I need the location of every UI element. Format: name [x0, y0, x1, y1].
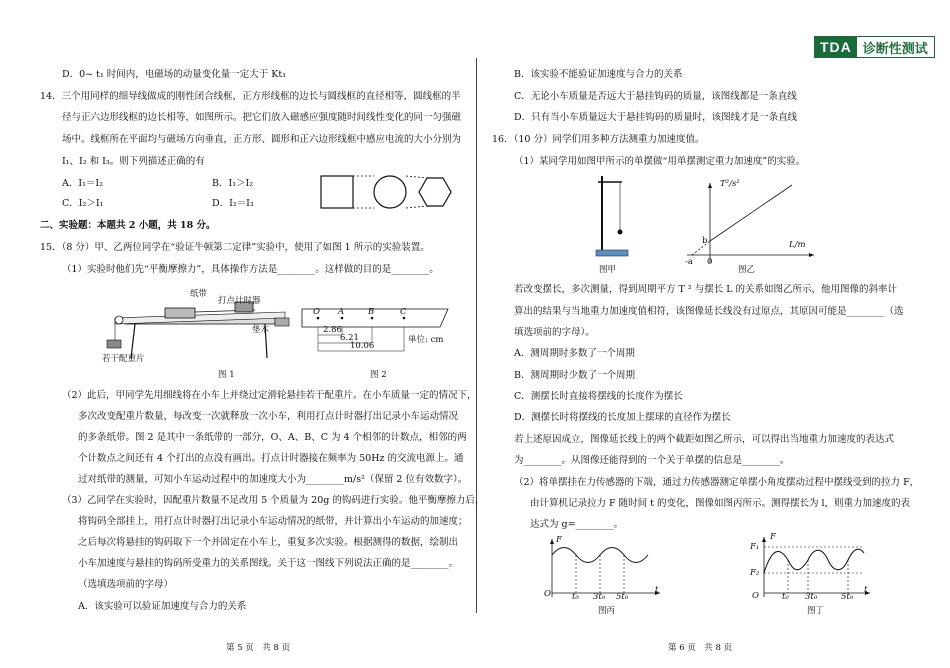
q16-p1b-line-1: 若改变摆长，多次测量，得到周期平方 T ² 与摆长 L 的关系如图乙所示，他用图像的斜率计	[514, 284, 898, 295]
fig-a-pendulum	[592, 170, 632, 260]
fig-d-origin: O	[752, 591, 759, 601]
fig2-dist-2: 6.21	[340, 333, 359, 343]
fig-d-f2: F₂	[750, 568, 760, 578]
fig-b-graph	[682, 175, 822, 270]
logo-mark: TDA	[815, 37, 857, 57]
fig-c-t1: t₀	[572, 592, 579, 602]
right-column	[492, 0, 920, 668]
q16-p2-line-1: （2）将单摆挂在力传感器的下端，通过力传感器测定单摆小角度摆动过程中摆线受到的拉力 F，	[514, 477, 920, 488]
logo-text: 诊断性测试	[857, 37, 934, 57]
q15-part-2-line-2: 多次改变配重片数量，每改变一次就释放一次小车，利用打点计时器打出记录小车运动情况	[78, 411, 459, 422]
fig1-label-paper: 纸带	[190, 289, 208, 299]
q15-option-b: B．该实验不能验证加速度与合力的关系	[514, 69, 683, 80]
fig2-caption: 图 2	[370, 370, 387, 380]
q13-option-d: D．0~ t₁ 时间内，电磁场的动量变化量一定大于 Kt₁	[62, 69, 287, 80]
fig-b-intercept-a: -a	[685, 257, 693, 267]
q14-line-4: I₁、I₂ 和 I₃。则下列描述正确的有	[62, 156, 205, 167]
q15-option-a: A．该实验可以验证加速度与合力的关系	[78, 601, 247, 612]
q16-p1b-line-3: 填选项前的字母）。	[514, 327, 595, 338]
fig2-point-o: O	[313, 307, 320, 317]
q15-part-2-line-4: 个计数点之间还有 4 个打出的点没有画出。打点计时器接在频率为 50Hz 的交流电源上。通	[78, 453, 464, 464]
fig-b-line	[710, 185, 792, 241]
q14-line-2: 径与正六边形线框的边长相等，如图所示。把它们放入磁感应强度随时间线性变化的同一匀强磁	[62, 112, 462, 123]
q15-head: 15．（8 分）甲、乙两位同学在“验证牛顿第二定律”实验中，使用了如图 1 所示的实验装置。	[40, 242, 430, 253]
pulley	[115, 316, 123, 324]
fig-b-ylabel: T²/s²	[720, 179, 740, 189]
q15-part-3-line-2: 将钩码全部挂上，用打点计时器打出记录小车运动情况的纸带，并计算出小车运动的加速度；	[78, 516, 468, 527]
fig-b-xlabel: L/m	[789, 240, 806, 250]
fig2-dist-1: 2.86	[323, 325, 342, 335]
q16-option-b: B．测周期时少数了一个周期	[514, 370, 635, 381]
q14-option-b: B．I₁＞I₂	[212, 178, 254, 189]
q15-part-2-line-5: 过对纸带的测量，可知小车运动过程中的加速度大小为________m/s²（保留 2 位有效数字）。	[78, 474, 468, 485]
fig1-label-block: 垫木	[252, 325, 270, 335]
weight-plates	[107, 340, 121, 348]
circle-loop	[374, 176, 406, 208]
q15-option-c: C．无论小车质量是否远大于悬挂钩码的质量，该图线都是一条直线	[514, 91, 797, 102]
q15-part-3-line-3: 之后每次将悬挂的钩码取下一个并固定在小车上，重复多次实验。根据测得的数据，绘制出	[78, 537, 459, 548]
hexagon-loop	[419, 178, 451, 206]
q16-p2-line-3: 达式为 g=________。	[530, 519, 624, 530]
q16-option-a: A．测周期时多数了一个周期	[514, 348, 635, 359]
fig-d-y-label: F	[770, 532, 776, 542]
loop-shapes-figure	[318, 170, 468, 212]
wood-block	[275, 318, 289, 326]
q14-option-d: D．I₂＝I₃	[212, 198, 254, 209]
q15-part-2-line-1: （2）此后，甲同学先用细线将在小车上并绕过定滑轮悬挂若干配重片。在小车质量一定的情况下，	[62, 390, 477, 401]
q16-head: 16．（10 分）同学们用多种方法测重力加速度值。	[492, 134, 705, 145]
q16-option-c: C．测摆长时直接将摆线的长度作为摆长	[514, 391, 683, 402]
fig-c-y-label: F	[556, 535, 562, 545]
q15-part-3-line-5: （选填选项前的字母）	[78, 579, 174, 590]
fig-a-caption: 图甲	[599, 265, 617, 275]
column-divider	[476, 58, 477, 613]
fig-b-origin: 0	[707, 257, 713, 267]
q15-part-1: （1）实验时他们先“平衡摩擦力”，具体操作方法是________。这样做的目的是________。	[62, 264, 439, 275]
fig-c-origin: O	[544, 589, 551, 599]
fig2-point-a: A	[338, 307, 345, 317]
q15-option-d: D．只有当小车质量远大于悬挂钩码的质量时，该图线才是一条直线	[514, 112, 798, 123]
q14-option-c: C．I₂＞I₁	[62, 198, 104, 209]
fig1-label-timer: 打点计时器	[218, 296, 261, 306]
fig-d-f1: F₁	[750, 542, 760, 552]
fig1-caption: 图 1	[218, 370, 235, 380]
fig-d-curve	[764, 549, 864, 573]
fig-b-intercept-b: b	[702, 236, 708, 246]
q16-part-1: （1）某同学用如图甲所示的单摆做“用单摆测定重力加速度”的实验。	[514, 156, 806, 167]
fig-c-caption: 图丙	[598, 606, 616, 616]
q16-option-d: D．测摆长时将摆线的长度加上摆球的直径作为摆长	[514, 412, 731, 423]
fig2-point-b: B	[368, 307, 375, 317]
q16-p2-line-2: 由计算机记录拉力 F 随时间 t 的变化，图像如图丙所示。测得摆长为 l，则重力加速度的表	[530, 498, 911, 509]
fig1-label-weights: 若干配重片	[102, 354, 145, 364]
fig-d-x-label: t	[864, 585, 868, 595]
q14-line-3: 场中。线框所在平面均与磁场方向垂直，正方形、圆形和正六边形线框中感应电流的大小分别为	[62, 134, 462, 145]
fig-d-t2: 3t₀	[805, 592, 818, 602]
fig-c-t3: 5t₀	[616, 592, 629, 602]
fig2-dist-3: 10.06	[350, 341, 375, 351]
fig-c-t2: 3t₀	[593, 592, 606, 602]
square-loop	[321, 176, 353, 208]
q14-option-a: A．I₁＝I₂	[62, 178, 103, 189]
q15-part-2-line-3: 的多条纸带。图 2 是其中一条纸带的一部分，O、A、B、C 为 4 个相邻的计数点，相邻的两	[78, 432, 467, 443]
q16-p1c-line-1: 若上述原因成立，图像延长线上的两个截距如图乙所示，可以得出当地重力加速度的表达式	[514, 434, 895, 445]
q16-p1b-line-2: 算出的结果与当地重力加速度值相符，该图像延长线没有过原点，其原因可能是________（选	[514, 306, 904, 317]
q15-part-3-line-1: （3）乙同学在实验时，因配重片数量不足改用 5 个质量为 20g 的钩码进行实验。他平衡摩擦力后，	[62, 495, 485, 506]
pendulum-bob	[618, 230, 623, 235]
fig-d-t1: t₀	[782, 592, 789, 602]
fig-d-t3: 5t₀	[841, 592, 854, 602]
fig2-point-c: C	[400, 307, 407, 317]
footer-right: 第 6 页 共 8 页	[668, 643, 733, 653]
fig-c-x-label: t	[655, 585, 659, 595]
q14-line-1: 14．三个用同样的细导线做成的刚性闭合线框，正方形线框的边长与圆线框的直径相等，圆线框的半	[40, 91, 461, 102]
q16-p1c-line-2: 为________。从图像还能得到的一个关于单摆的信息是________。	[514, 455, 790, 466]
fig2-unit: 单位: cm	[408, 335, 444, 345]
stand-base	[596, 250, 628, 256]
left-column	[40, 0, 485, 668]
footer-left: 第 5 页 共 8 页	[226, 643, 291, 653]
q15-part-3-line-4: 小车加速度与悬挂的钩码所受重力的关系图线。关于这一图线下列说法正确的是________。	[78, 558, 459, 569]
section-title: 二、实验题：本题共 2 小题，共 18 分。	[40, 220, 216, 231]
fig-b-caption: 图乙	[738, 265, 756, 275]
fig-d-caption: 图丁	[807, 606, 825, 616]
cart	[165, 308, 195, 318]
